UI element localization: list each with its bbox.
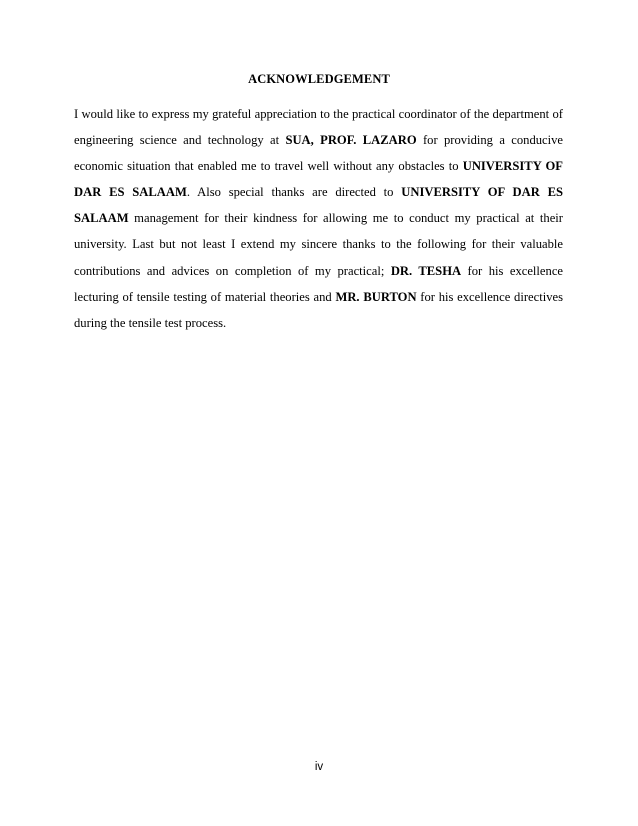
paragraph-segment: for providing a conducive economic situation that enabled me to travel well without any obstacles to — [74, 133, 564, 174]
paragraph-bold-segment: SUA, PROF. LAZARO — [285, 133, 417, 148]
paragraph-bold-segment: UNIVERSITY OF DAR ES SALAAM — [74, 159, 564, 200]
acknowledgement-paragraph — [74, 101, 563, 336]
paragraph-segment: for his excellence lecturing of tensile testing of material theories and — [74, 263, 563, 304]
page-number: iv — [314, 761, 324, 773]
paragraph-segment: I would like to express my grateful appreciation to the practical coordinator of the department of engineering science and technology at — [74, 107, 563, 148]
paragraph-bold-segment: MR. BURTON — [335, 289, 417, 304]
paragraph-segment: for his excellence directives during the tensile test process. — [74, 289, 563, 330]
paragraph-bold-segment: DR. TESHA — [390, 263, 462, 278]
paragraph-segment: management for their kindness for allowing me to conduct my practical at their university. Last but not least I extend my sincere thanks to the following for their valuable contributions and advices on completion of my practical; — [74, 211, 563, 278]
page-title: ACKNOWLEDGEMENT — [248, 72, 390, 86]
paragraph-segment: . Also special thanks are directed to — [186, 185, 402, 200]
paragraph-bold-segment: UNIVERSITY OF DAR ES SALAAM — [74, 185, 563, 226]
